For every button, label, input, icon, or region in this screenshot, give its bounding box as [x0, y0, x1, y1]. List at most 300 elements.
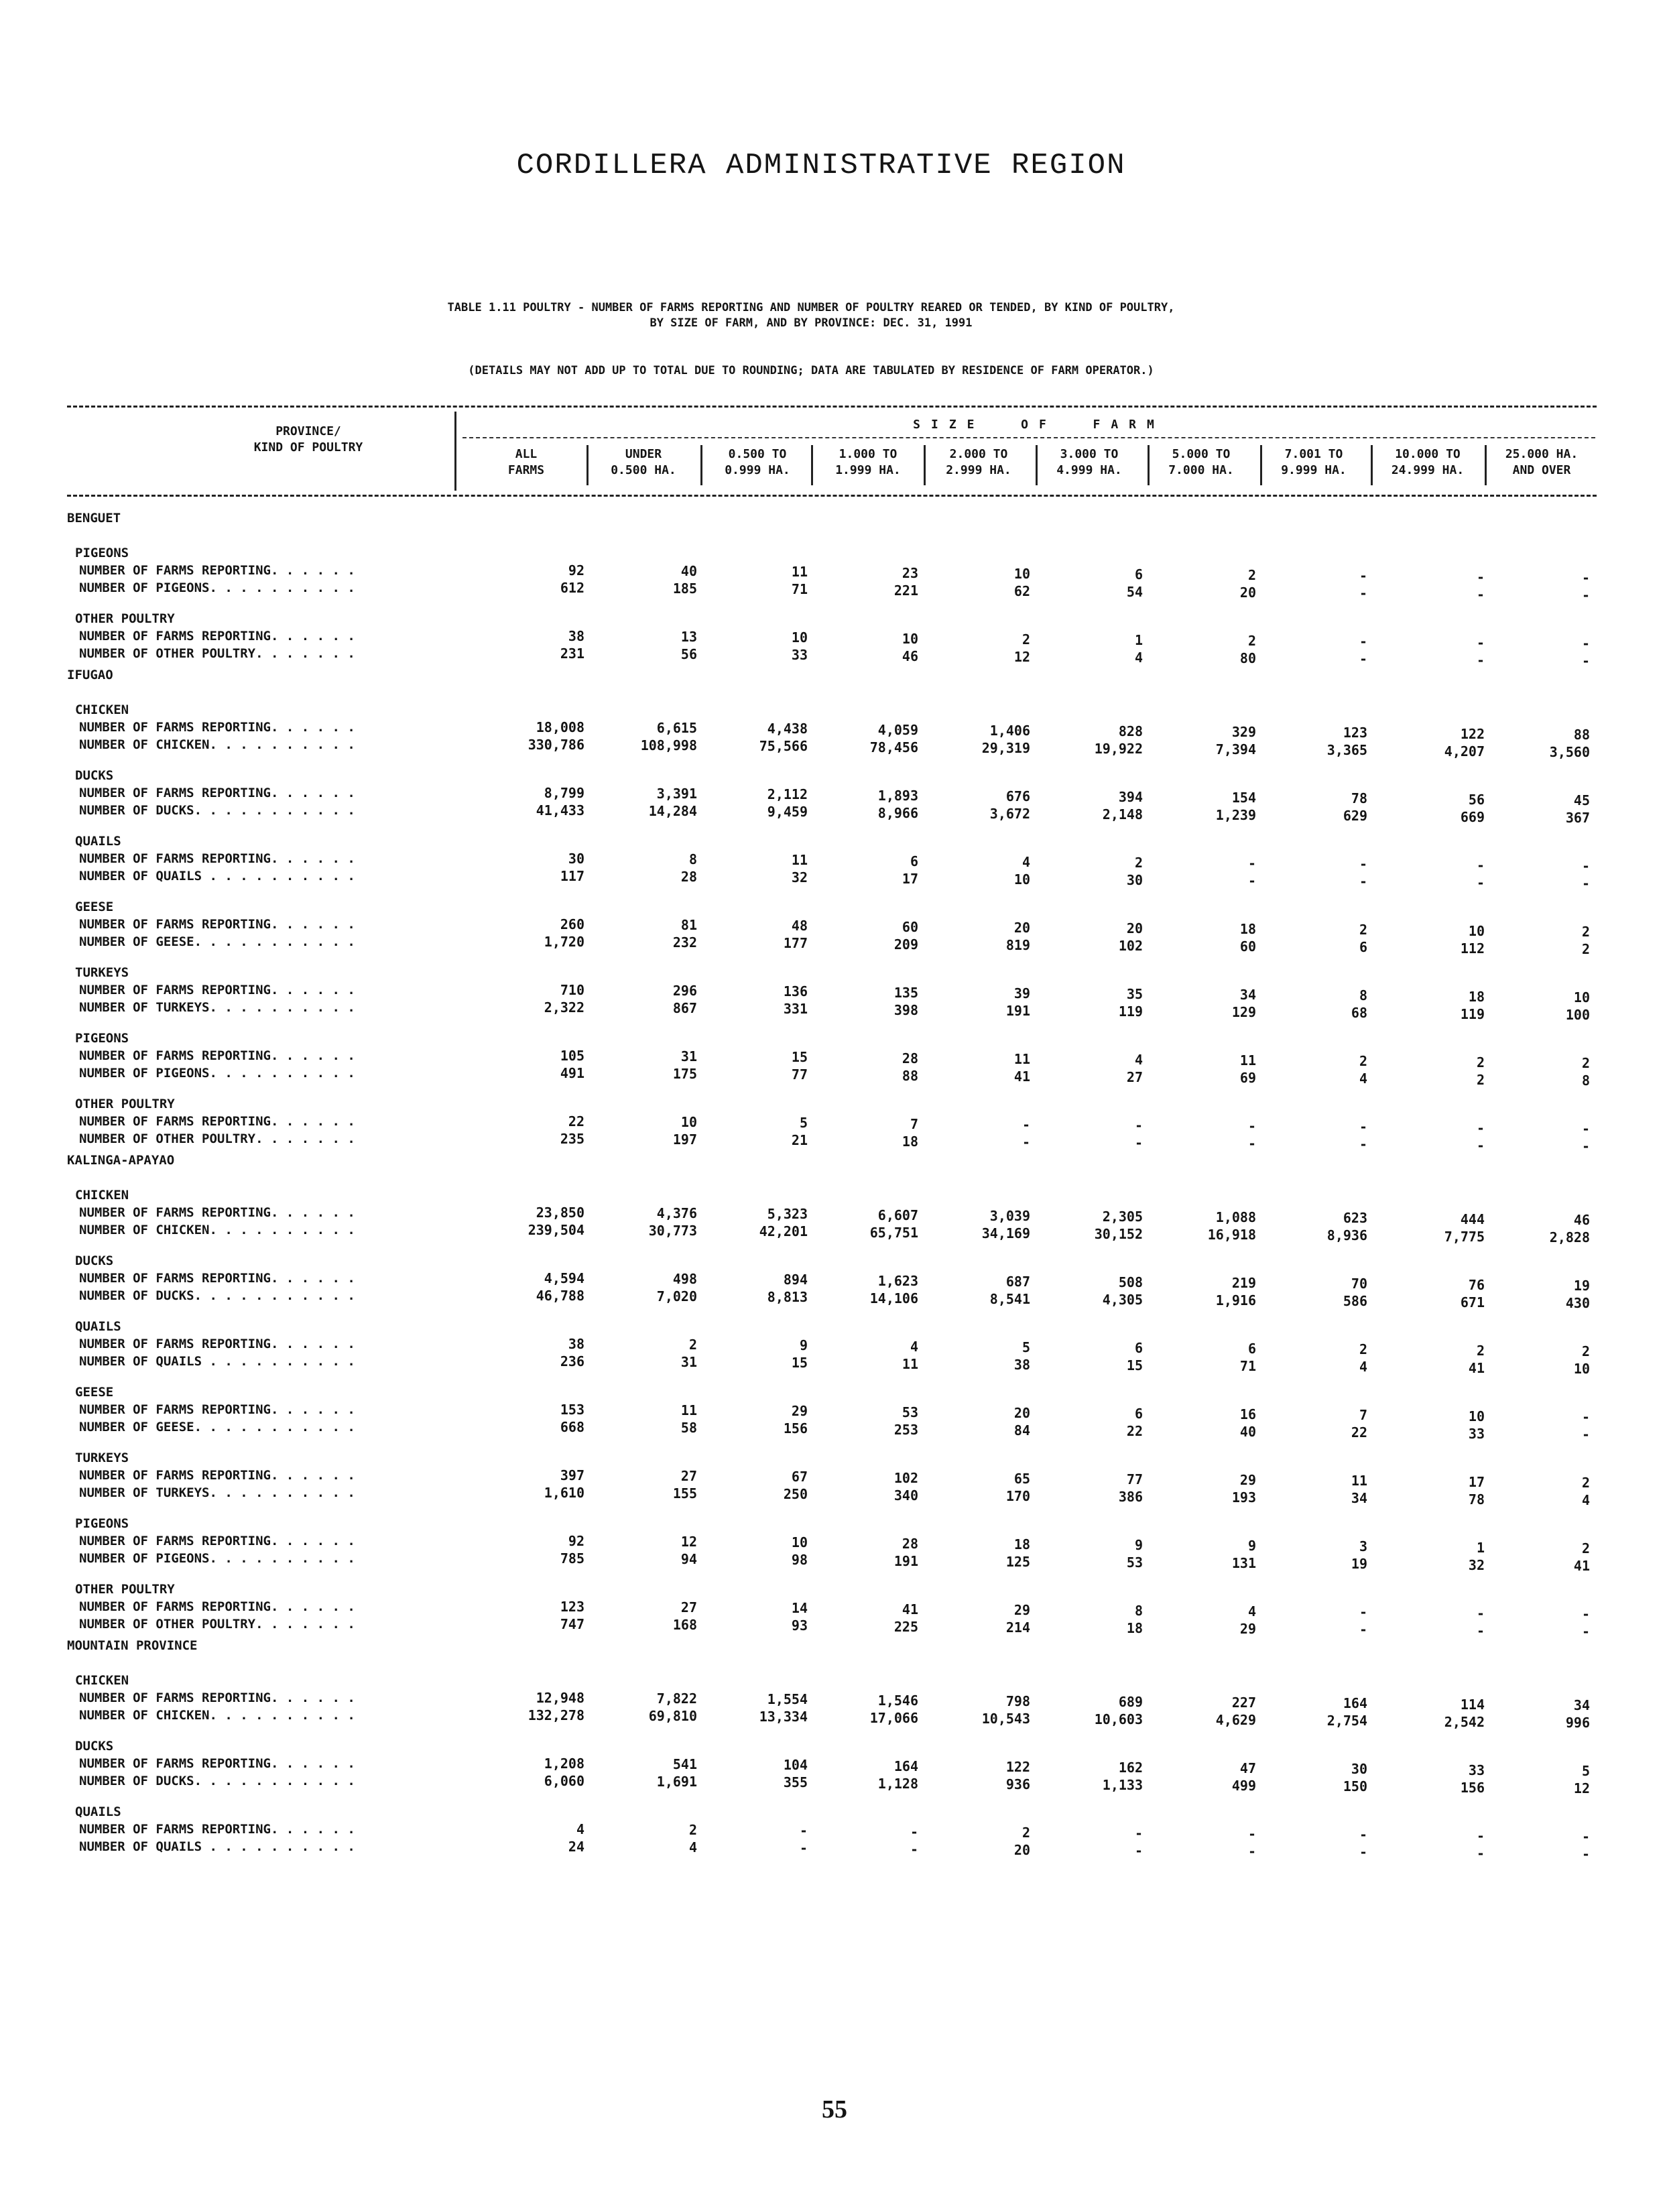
row-label: NUMBER OF DUCKS. . . . . . . . . . .: [79, 1288, 355, 1303]
poultry-kind-heading: PIGEONS: [75, 546, 129, 560]
table-cell: -: [1476, 857, 1485, 873]
table-cell: 4: [1134, 650, 1143, 666]
table-cell: -: [1359, 873, 1367, 889]
table-cell: -: [799, 1823, 808, 1839]
table-cell: 177: [783, 935, 808, 951]
row-label: NUMBER OF FARMS REPORTING. . . . . .: [79, 983, 355, 997]
table-cell: 38: [1013, 1357, 1030, 1373]
table-cell: 6: [1134, 1406, 1143, 1422]
table-cell: 14,106: [869, 1290, 918, 1306]
table-cell: 4: [1134, 1052, 1143, 1068]
table-cell: 7,394: [1215, 741, 1256, 757]
table-cell: 197: [672, 1131, 697, 1148]
table-cell: 29: [1013, 1602, 1030, 1618]
header-top-rule: [67, 406, 1597, 408]
table-cell: -: [910, 1824, 918, 1840]
table-cell: 93: [791, 1617, 808, 1634]
table-cell: 175: [672, 1066, 697, 1082]
page-title: CORDILLERA ADMINISTRATIVE REGION: [516, 149, 1126, 182]
table-cell: 689: [1118, 1694, 1143, 1710]
table-cell: 41,433: [536, 802, 584, 818]
table-cell: 5: [1581, 1763, 1590, 1779]
table-cell: -: [1581, 1829, 1590, 1845]
table-cell: 253: [893, 1422, 918, 1438]
table-cell: 1,893: [877, 788, 918, 804]
table-cell: 18: [1013, 1536, 1030, 1552]
table-cell: 164: [1343, 1695, 1367, 1711]
table-cell: 1: [1134, 632, 1143, 648]
column-divider: [1148, 445, 1150, 485]
row-label: NUMBER OF CHICKEN. . . . . . . . . .: [79, 737, 355, 752]
table-cell: 235: [560, 1131, 584, 1147]
table-cell: 499: [1231, 1778, 1256, 1794]
table-cell: 18: [1126, 1620, 1143, 1636]
table-cell: 41: [902, 1601, 918, 1617]
table-cell: -: [1247, 1843, 1256, 1859]
table-cell: 23,850: [536, 1205, 584, 1221]
table-cell: 60: [902, 919, 918, 935]
table-cell: 100: [1565, 1007, 1590, 1023]
table-cell: 10: [902, 631, 918, 647]
table-cell: 2: [1022, 631, 1030, 648]
table-cell: 15: [791, 1049, 808, 1065]
table-cell: 92: [568, 1533, 584, 1549]
caption-line-1: TABLE 1.11 POULTRY - NUMBER OF FARMS REPORTING AND NUMBER OF POULTRY REARED OR TENDED, BY KIND OF POULTRY,: [447, 301, 1175, 314]
table-cell: 6: [1134, 1340, 1143, 1356]
table-cell: 586: [1343, 1293, 1367, 1309]
table-cell: 92: [568, 562, 584, 578]
table-cell: 9: [799, 1337, 808, 1353]
table-cell: -: [1581, 1623, 1590, 1640]
table-cell: 2,754: [1326, 1713, 1367, 1729]
table-cell: 4: [1359, 1359, 1367, 1375]
table-cell: 231: [560, 646, 584, 662]
table-cell: 4: [1022, 854, 1030, 870]
table-cell: 612: [560, 580, 584, 596]
table-cell: 6: [1247, 1341, 1256, 1357]
poultry-kind-heading: QUAILS: [75, 834, 121, 849]
table-cell: 33: [1468, 1426, 1485, 1442]
row-label: NUMBER OF OTHER POULTRY. . . . . . .: [79, 1617, 355, 1632]
table-cell: 11: [791, 852, 808, 868]
table-cell: 11: [791, 564, 808, 580]
table-cell: 676: [1005, 788, 1030, 804]
table-cell: 56: [680, 646, 697, 662]
table-cell: -: [1581, 1121, 1590, 1137]
table-cell: 156: [1460, 1780, 1485, 1796]
table-cell: 153: [560, 1402, 584, 1418]
province-heading: IFUGAO: [67, 668, 113, 682]
column-header-1-line-2: FARMS: [507, 463, 545, 477]
table-cell: 69,810: [648, 1708, 697, 1724]
table-cell: 2: [1134, 855, 1143, 871]
table-cell: 6: [1134, 566, 1143, 582]
table-cell: 14,284: [648, 803, 697, 819]
table-cell: 13: [680, 629, 697, 645]
table-cell: 119: [1118, 1003, 1143, 1020]
table-cell: -: [1359, 856, 1367, 872]
table-cell: 15: [1126, 1357, 1143, 1373]
table-cell: 35: [1126, 986, 1143, 1002]
table-cell: -: [1581, 653, 1590, 669]
table-cell: 1,088: [1215, 1209, 1256, 1225]
table-cell: 54: [1126, 584, 1143, 600]
poultry-kind-heading: DUCKS: [75, 1253, 114, 1268]
table-cell: 22: [568, 1113, 584, 1129]
table-cell: -: [1134, 1135, 1143, 1151]
table-cell: 14: [791, 1600, 808, 1616]
table-cell: 2: [1476, 1343, 1485, 1359]
table-cell: 4,594: [544, 1270, 584, 1286]
poultry-kind-heading: TURKEYS: [75, 1451, 129, 1465]
table-cell: 30: [568, 851, 584, 867]
table-cell: 28: [902, 1536, 918, 1552]
table-cell: 1: [1476, 1540, 1485, 1556]
table-cell: 10: [1013, 871, 1030, 887]
table-cell: 30: [1351, 1761, 1367, 1777]
table-cell: 1,546: [877, 1693, 918, 1709]
table-cell: 3,365: [1326, 742, 1367, 758]
table-cell: 2: [688, 1337, 697, 1353]
caption-title: [201, 300, 1421, 331]
table-cell: 70: [1351, 1276, 1367, 1292]
table-cell: -: [1134, 1843, 1143, 1859]
row-label: NUMBER OF FARMS REPORTING. . . . . .: [79, 1337, 355, 1351]
column-header-6-line-2: 4.999 HA.: [1056, 463, 1122, 477]
table-cell: 102: [1118, 938, 1143, 954]
table-cell: 11: [1351, 1473, 1367, 1489]
table-cell: 10: [791, 629, 808, 646]
table-cell: 1,128: [877, 1776, 918, 1792]
table-cell: -: [1247, 873, 1256, 889]
table-cell: 38: [568, 628, 584, 644]
table-cell: 129: [1231, 1004, 1256, 1020]
poultry-kind-heading: QUAILS: [75, 1319, 121, 1334]
table-cell: 3,391: [656, 786, 697, 802]
table-cell: 27: [1126, 1069, 1143, 1085]
table-cell: 34: [1239, 987, 1256, 1003]
table-cell: 84: [1013, 1422, 1030, 1438]
table-cell: 12,948: [536, 1690, 584, 1706]
table-cell: 23: [902, 565, 918, 581]
table-cell: 687: [1005, 1274, 1030, 1290]
table-cell: 80: [1239, 650, 1256, 666]
table-cell: 193: [1231, 1489, 1256, 1506]
table-cell: 2: [1581, 1343, 1590, 1359]
table-cell: 191: [893, 1553, 918, 1569]
row-label: NUMBER OF DUCKS. . . . . . . . . . .: [79, 803, 355, 818]
table-cell: -: [1476, 1138, 1485, 1154]
table-cell: 10,543: [981, 1711, 1030, 1727]
row-label: NUMBER OF FARMS REPORTING. . . . . .: [79, 786, 355, 800]
table-cell: 3,039: [989, 1208, 1030, 1224]
table-cell: 7,822: [656, 1691, 697, 1707]
table-cell: 239,504: [528, 1222, 584, 1238]
table-cell: 41: [1013, 1068, 1030, 1085]
table-cell: -: [799, 1840, 808, 1856]
province-heading: MOUNTAIN PROVINCE: [67, 1638, 198, 1653]
table-cell: 4: [576, 1821, 584, 1837]
table-cell: 214: [1005, 1619, 1030, 1636]
table-cell: 19,922: [1094, 741, 1143, 757]
table-cell: 16,918: [1207, 1227, 1256, 1243]
row-label: NUMBER OF TURKEYS. . . . . . . . . .: [79, 1485, 355, 1500]
table-cell: 117: [560, 868, 584, 884]
table-cell: 28: [902, 1050, 918, 1066]
table-cell: 131: [1231, 1555, 1256, 1571]
table-cell: 367: [1565, 810, 1590, 826]
table-cell: 209: [893, 936, 918, 953]
table-cell: 710: [560, 982, 584, 998]
table-cell: 232: [672, 934, 697, 950]
table-cell: 164: [893, 1758, 918, 1774]
table-cell: 30,152: [1094, 1226, 1143, 1242]
row-label: NUMBER OF FARMS REPORTING. . . . . .: [79, 1402, 355, 1417]
table-cell: 75,566: [759, 738, 808, 754]
table-cell: 20: [1126, 920, 1143, 936]
table-cell: 135: [893, 985, 918, 1001]
table-cell: -: [1359, 1621, 1367, 1638]
table-cell: 30,773: [648, 1223, 697, 1239]
poultry-kind-heading: TURKEYS: [75, 965, 129, 980]
table-cell: 46,788: [536, 1288, 584, 1304]
table-cell: -: [1134, 1825, 1143, 1841]
column-header-4-line-2: 1.999 HA.: [835, 463, 901, 477]
table-cell: 330,786: [528, 737, 584, 753]
poultry-kind-heading: DUCKS: [75, 768, 114, 783]
table-cell: 17: [1468, 1474, 1485, 1490]
table-cell: 4,376: [656, 1205, 697, 1221]
table-cell: 29: [1239, 1472, 1256, 1488]
row-label: NUMBER OF FARMS REPORTING. . . . . .: [79, 917, 355, 932]
table-cell: 132,278: [528, 1707, 584, 1723]
table-cell: 88: [902, 1068, 918, 1084]
table-cell: 88: [1573, 727, 1590, 743]
table-cell: 8,541: [989, 1291, 1030, 1307]
table-cell: 29,319: [981, 740, 1030, 756]
table-cell: 8,813: [767, 1289, 808, 1305]
table-cell: 33: [1468, 1762, 1485, 1778]
table-cell: 2,148: [1102, 806, 1143, 822]
row-label: NUMBER OF QUAILS . . . . . . . . . .: [79, 1354, 355, 1369]
table-cell: 102: [893, 1470, 918, 1486]
table-cell: 22: [1126, 1423, 1143, 1439]
table-cell: -: [1476, 635, 1485, 651]
table-cell: 154: [1231, 790, 1256, 806]
row-label: NUMBER OF FARMS REPORTING. . . . . .: [79, 563, 355, 578]
table-cell: 2: [1476, 1054, 1485, 1070]
table-cell: 46: [902, 648, 918, 664]
column-header-1-line-1: ALL: [515, 447, 538, 461]
table-cell: 30: [1126, 872, 1143, 888]
table-cell: 12: [1013, 649, 1030, 665]
table-cell: -: [910, 1841, 918, 1857]
poultry-kind-heading: CHICKEN: [75, 702, 129, 717]
table-cell: 9,459: [767, 804, 808, 820]
poultry-kind-heading: CHICKEN: [75, 1673, 129, 1688]
table-cell: 798: [1005, 1693, 1030, 1709]
table-cell: 78: [1351, 790, 1367, 806]
column-divider: [1036, 445, 1038, 485]
table-cell: 623: [1343, 1210, 1367, 1226]
table-cell: 155: [672, 1485, 697, 1501]
table-cell: 24: [568, 1839, 584, 1855]
column-header-3-line-2: 0.999 HA.: [725, 463, 790, 477]
column-divider: [811, 445, 813, 485]
table-cell: 2,542: [1444, 1714, 1485, 1730]
table-cell: -: [1581, 570, 1590, 586]
table-cell: 1,916: [1215, 1292, 1256, 1308]
table-cell: 8: [1134, 1603, 1143, 1619]
table-cell: 747: [560, 1616, 584, 1632]
table-cell: 227: [1231, 1695, 1256, 1711]
table-cell: 11: [1013, 1051, 1030, 1067]
poultry-kind-heading: DUCKS: [75, 1739, 114, 1754]
table-cell: -: [1022, 1117, 1030, 1133]
table-cell: 2: [1581, 924, 1590, 940]
table-cell: 48: [791, 918, 808, 934]
table-cell: 122: [1460, 726, 1485, 742]
table-cell: 2: [1359, 1053, 1367, 1069]
table-cell: -: [1476, 1623, 1485, 1639]
table-cell: 819: [1005, 937, 1030, 953]
table-cell: 56: [1468, 792, 1485, 808]
table-cell: 6,607: [877, 1207, 918, 1223]
table-cell: 19: [1573, 1278, 1590, 1294]
column-header-5-line-1: 2.000 TO: [949, 447, 1008, 461]
table-cell: 236: [560, 1353, 584, 1369]
table-cell: 119: [1460, 1006, 1485, 1022]
row-label: NUMBER OF OTHER POULTRY. . . . . . .: [79, 646, 355, 661]
table-cell: 7: [1359, 1407, 1367, 1423]
table-cell: -: [1476, 587, 1485, 603]
table-cell: 94: [680, 1551, 697, 1567]
row-label: NUMBER OF OTHER POULTRY. . . . . . .: [79, 1131, 355, 1146]
table-cell: -: [1022, 1134, 1030, 1150]
table-cell: 104: [783, 1757, 808, 1773]
table-cell: 8: [1581, 1072, 1590, 1089]
table-cell: 32: [1468, 1557, 1485, 1573]
table-cell: 20: [1013, 1842, 1030, 1858]
column-header-9-line-1: 10.000 TO: [1395, 447, 1461, 461]
table-cell: -: [1476, 1120, 1485, 1136]
table-cell: 78,456: [869, 739, 918, 755]
table-cell: 18: [902, 1133, 918, 1150]
table-cell: 2: [1476, 1072, 1485, 1088]
table-cell: 340: [893, 1487, 918, 1503]
column-header-5-line-2: 2.999 HA.: [946, 463, 1011, 477]
table-cell: 136: [783, 983, 808, 999]
table-cell: 20: [1239, 585, 1256, 601]
table-cell: 17,066: [869, 1710, 918, 1726]
table-cell: 629: [1343, 808, 1367, 824]
table-cell: -: [1134, 1117, 1143, 1133]
table-cell: 1,720: [544, 934, 584, 950]
table-cell: 34,169: [981, 1225, 1030, 1241]
table-cell: -: [1359, 1844, 1367, 1860]
table-cell: 10: [791, 1534, 808, 1550]
row-label: NUMBER OF FARMS REPORTING. . . . . .: [79, 1599, 355, 1614]
table-cell: 430: [1565, 1295, 1590, 1311]
table-cell: 6: [910, 853, 918, 869]
table-cell: 7,020: [656, 1288, 697, 1304]
table-cell: 4,059: [877, 722, 918, 738]
table-cell: 10: [1573, 1361, 1590, 1377]
table-cell: 11: [680, 1402, 697, 1418]
table-cell: -: [1581, 875, 1590, 892]
column-header-10-line-2: AND OVER: [1512, 463, 1571, 477]
table-cell: 6: [1359, 939, 1367, 955]
poultry-kind-heading: GEESE: [75, 900, 114, 914]
table-cell: 355: [783, 1774, 808, 1790]
table-cell: 4,629: [1215, 1712, 1256, 1728]
row-label: NUMBER OF FARMS REPORTING. . . . . .: [79, 1048, 355, 1063]
table-cell: 397: [560, 1467, 584, 1483]
table-cell: 260: [560, 916, 584, 932]
table-cell: 29: [1239, 1621, 1256, 1637]
table-cell: 16: [1239, 1406, 1256, 1422]
table-cell: 3: [1359, 1538, 1367, 1554]
table-cell: -: [1581, 1409, 1590, 1425]
table-cell: 2: [1247, 633, 1256, 649]
table-cell: 1,691: [656, 1774, 697, 1790]
table-cell: 2: [1581, 1475, 1590, 1491]
table-cell: -: [1581, 1138, 1590, 1154]
table-cell: 1,133: [1102, 1777, 1143, 1793]
stub-header-line-1: PROVINCE/: [275, 424, 341, 438]
table-cell: 5: [1022, 1339, 1030, 1355]
table-cell: -: [1581, 587, 1590, 603]
table-cell: 22: [1351, 1424, 1367, 1440]
table-cell: 20: [1013, 1405, 1030, 1421]
table-cell: -: [1359, 651, 1367, 667]
poultry-kind-heading: OTHER POULTRY: [75, 611, 175, 626]
table-cell: 67: [791, 1469, 808, 1485]
table-cell: -: [1359, 568, 1367, 584]
row-label: NUMBER OF CHICKEN. . . . . . . . . .: [79, 1708, 355, 1723]
table-cell: 13,334: [759, 1709, 808, 1725]
table-cell: 69: [1239, 1070, 1256, 1086]
table-cell: 669: [1460, 809, 1485, 825]
table-cell: 867: [672, 1000, 697, 1016]
row-label: NUMBER OF PIGEONS. . . . . . . . . .: [79, 580, 355, 595]
table-cell: 996: [1565, 1715, 1590, 1731]
table-cell: 1,623: [877, 1273, 918, 1289]
table-cell: 98: [791, 1552, 808, 1568]
table-cell: 123: [560, 1599, 584, 1615]
table-cell: 250: [783, 1486, 808, 1502]
stub-divider: [454, 412, 456, 491]
poultry-kind-heading: PIGEONS: [75, 1031, 129, 1046]
column-divider: [586, 445, 589, 485]
table-cell: 20: [1013, 920, 1030, 936]
table-cell: -: [1581, 1846, 1590, 1862]
table-cell: 2: [1247, 567, 1256, 583]
table-cell: 46: [1573, 1212, 1590, 1228]
table-cell: -: [1476, 569, 1485, 585]
table-cell: 4: [1581, 1492, 1590, 1508]
table-cell: 29: [791, 1403, 808, 1419]
table-cell: 4: [910, 1339, 918, 1355]
table-cell: 329: [1231, 724, 1256, 740]
table-cell: 53: [1126, 1554, 1143, 1571]
column-header-6-line-1: 3.000 TO: [1060, 447, 1119, 461]
table-cell: 10: [1468, 923, 1485, 939]
poultry-kind-heading: CHICKEN: [75, 1188, 129, 1203]
row-label: NUMBER OF DUCKS. . . . . . . . . . .: [79, 1774, 355, 1788]
table-cell: 2,322: [544, 999, 584, 1016]
table-cell: -: [1476, 1605, 1485, 1621]
